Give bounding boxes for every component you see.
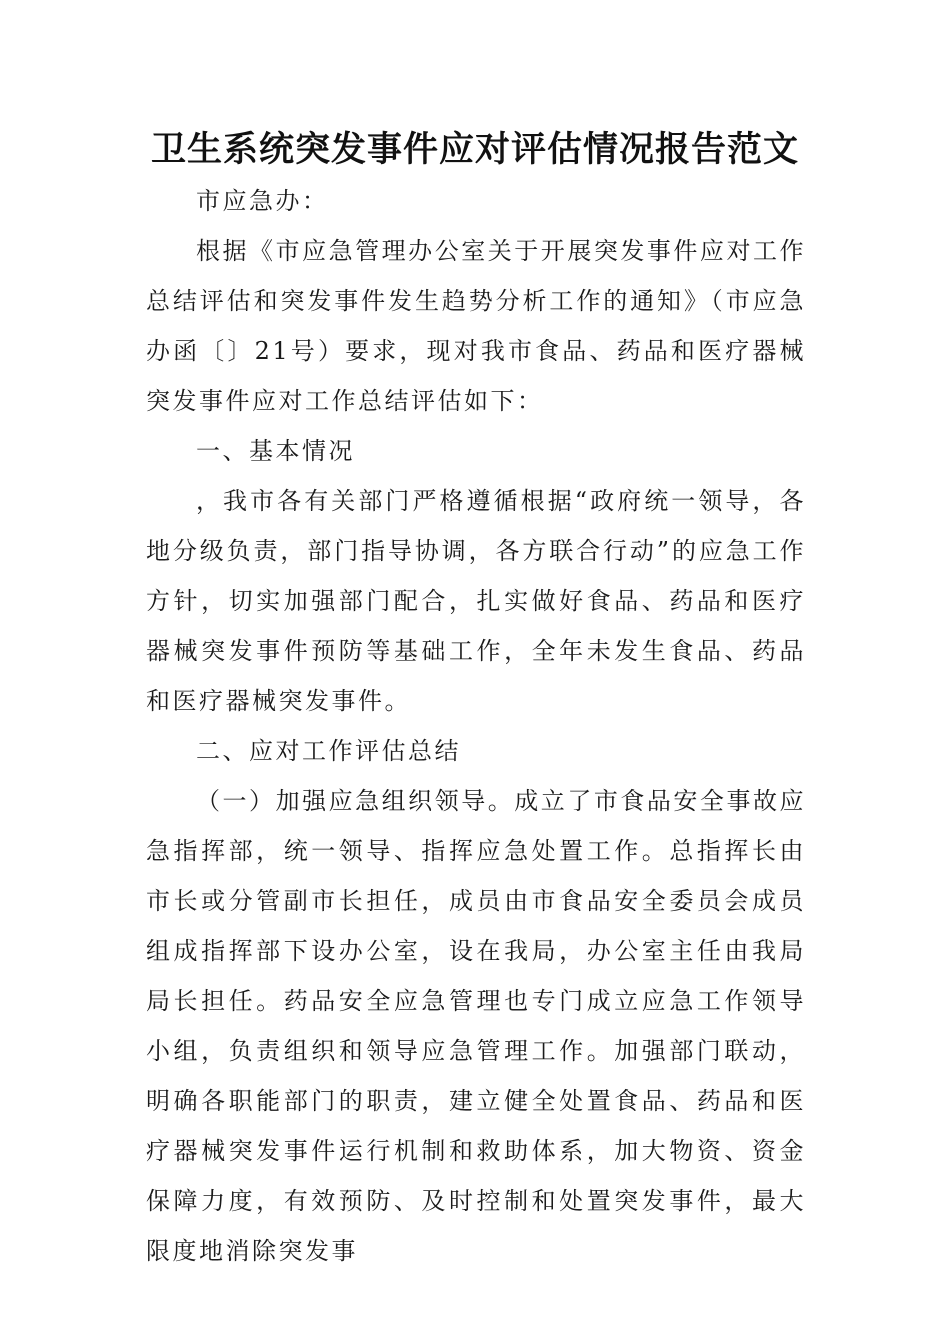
paragraph-emergency-leadership: （一）加强应急组织领导。成立了市食品安全事故应急指挥部，统一领导、指挥应急处置工作。总指挥长由市长或分管副市长担任，成员由市食品安全委员会成员组成指挥部下设办公室，设在我局，办公室主任由我局局长担任。药品安全应急管理也专门成立应急工作领导小组，负责组织和领导应急管理工作。加强部门联动，明确各职能部门的职责，建立健全处置食品、药品和医疗器械突发事件运行机制和救助体系，加大物资、资金保障力度，有效预防、及时控制和处置突发事件，最大限度地消除突发事 [146, 787, 806, 1265]
salutation: 市应急办： [196, 187, 329, 215]
paragraph-basic-situation: ，我市各有关部门严格遵循根据“政府统一领导，各地分级负责，部门指导协调，各方联合行动”的应急工作方针，切实加强部门配合，扎实做好食品、药品和医疗器械突发事件预防等基础工作，全年未发生食品、药品和医疗器械突发事件。 [146, 487, 806, 715]
section-heading-basic-situation: 一、基本情况 [196, 437, 355, 465]
document-title: 卫生系统突发事件应对评估情况报告范文 [150, 130, 799, 170]
section-heading-evaluation-summary: 二、应对工作评估总结 [196, 737, 461, 765]
document-body [146, 176, 806, 1276]
paragraph-intro: 根据《市应急管理办公室关于开展突发事件应对工作总结评估和突发事件发生趋势分析工作的通知》（市应急办函〔〕21号）要求，现对我市食品、药品和医疗器械突发事件应对工作总结评估如下： [146, 237, 806, 415]
